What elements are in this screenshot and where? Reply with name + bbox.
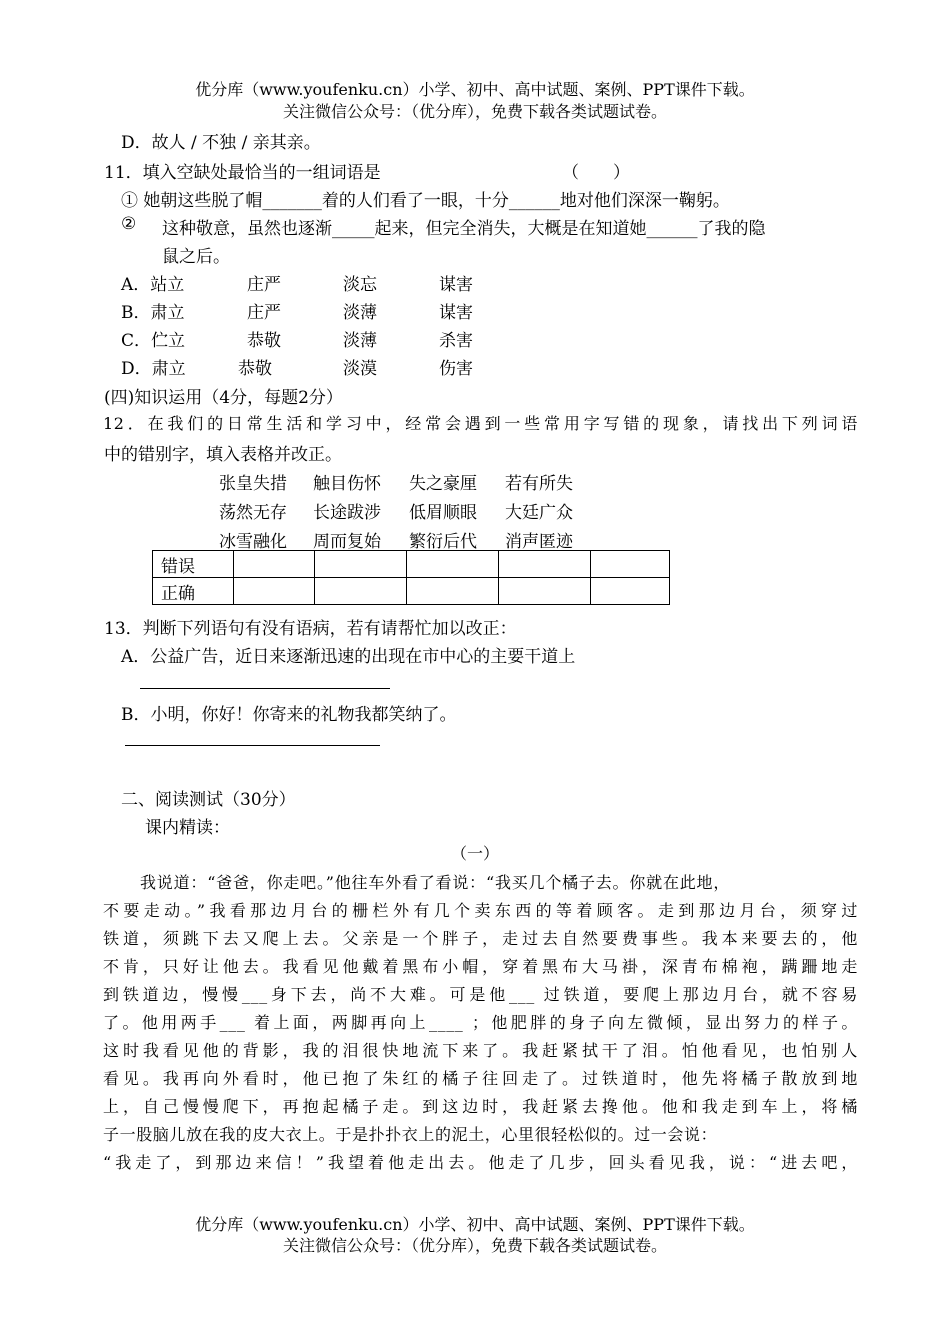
option-word: 恭敬 (247, 331, 281, 351)
passage-line: 这时我看见他的背影，我的泪很快地流下来了。我赶紧拭干了泪。怕他看见，也怕别人 (103, 1041, 858, 1060)
word-item: 若有所失 (505, 474, 573, 494)
q10-option-d: D．故人 / 不独 / 亲其亲。 (121, 133, 321, 153)
q11-sentence-2: 这种敬意，虽然也逐渐_____起来，但完全消失，大概是在知道她______了我的隐 (162, 219, 766, 239)
option-word: 谋害 (439, 303, 473, 323)
passage-line: 我说道：“爸爸，你走吧。”他往车外看了看说：“我买几个橘子去。你就在此地， (140, 873, 731, 892)
word-item: 荡然无存 (219, 503, 287, 523)
page-header-line-1: 优分库（www.youfenku.cn）小学、初中、高中试题、案例、PPT课件下载。 (195, 80, 755, 99)
answer-cell[interactable] (499, 578, 591, 605)
section-4-heading: (四)知识运用（4分，每题2分） (104, 388, 343, 408)
q13-answer-line-b[interactable] (125, 745, 380, 746)
page-footer-line-2: 关注微信公众号：（优分库），免费下载各类试题试卷。 (282, 1236, 667, 1255)
option-word: 谋害 (439, 275, 473, 295)
q11-sentence-2-cont: 鼠之后。 (162, 247, 230, 267)
word-item: 失之豪厘 (409, 474, 477, 494)
part-2-subtitle: 课内精读： (145, 818, 230, 838)
q11-answer-paren: （ ） (562, 163, 630, 183)
page-footer-line-1: 优分库（www.youfenku.cn）小学、初中、高中试题、案例、PPT课件下载。 (195, 1215, 755, 1234)
q13-item-a: A．公益广告，近日来逐渐迅速的出现在市中心的主要干道上 (121, 647, 576, 667)
word-item: 周而复始 (313, 532, 381, 552)
passage-line: “我走了，到那边来信！”我望着他走出去。他走了几步，回头看见我，说：“进去吧， (103, 1153, 858, 1172)
passage-line: 到铁道边，慢慢___身下去，尚不大难。可是他___ 过铁道，要爬上那边月台，就不容易 (103, 985, 858, 1004)
q12-stem-line-1: 12．在我们的日常生活和学习中，经常会遇到一些常用字写错的现象，请找出下列词语 (103, 414, 858, 433)
option-word: 淡薄 (343, 331, 377, 351)
word-item: 触目伤怀 (313, 474, 381, 494)
q13-stem: 13．判断下列语句有没有语病，若有请帮忙加以改正： (104, 619, 517, 639)
q12-answer-table (152, 550, 670, 605)
option-word: 淡薄 (343, 303, 377, 323)
option-label: C．伫立 (121, 331, 186, 351)
q11-stem: 11．填入空缺处最恰当的一组词语是 (104, 163, 381, 183)
word-item: 长途跋涉 (313, 503, 381, 523)
answer-cell[interactable] (407, 578, 499, 605)
answer-cell[interactable] (591, 551, 670, 578)
passage-line: 子一股脑儿放在我的皮大衣上。于是扑扑衣上的泥土，心里很轻松似的。过一会说： (103, 1125, 718, 1144)
word-item: 冰雪融化 (219, 532, 287, 552)
answer-cell[interactable] (591, 578, 670, 605)
passage-line: 不要走动。”我看那边月台的栅栏外有几个卖东西的等着顾客。走到那边月台，须穿过 (103, 901, 858, 920)
option-word: 伤害 (439, 359, 473, 379)
passage-line: 铁道，须跳下去又爬上去。父亲是一个胖子，走过去自然要费事些。我本来要去的，他 (103, 929, 858, 948)
option-word: 杀害 (439, 331, 473, 351)
q13-answer-line-a[interactable] (140, 688, 390, 689)
word-item: 繁衍后代 (409, 532, 477, 552)
table-row-right (153, 578, 670, 605)
q11-sentence-2-number: ② (121, 214, 137, 234)
passage-line: 上，自己慢慢爬下，再抱起橘子走。到这边时，我赶紧去搀他。他和我走到车上，将橘 (103, 1097, 858, 1116)
word-item: 低眉顺眼 (409, 503, 477, 523)
option-label: D．肃立 (121, 359, 186, 379)
word-item: 消声匿迹 (505, 532, 573, 552)
option-word: 恭敬 (238, 359, 272, 379)
q11-sentence-1: ① 她朝这些脱了帽_______着的人们看了一眼，十分______地对他们深深一鞠躬。 (121, 191, 730, 211)
table-label-wrong: 错误 (153, 551, 234, 578)
answer-cell[interactable] (499, 551, 591, 578)
word-item: 张皇失措 (219, 474, 287, 494)
option-word: 淡忘 (343, 275, 377, 295)
option-label: A．站立 (121, 275, 185, 295)
q13-item-b: B．小明，你好！你寄来的礼物我都笑纳了。 (121, 705, 457, 725)
answer-cell[interactable] (315, 578, 407, 605)
option-label: B．肃立 (121, 303, 185, 323)
word-item: 大廷广众 (505, 503, 573, 523)
table-row-wrong (153, 551, 670, 578)
answer-cell[interactable] (315, 551, 407, 578)
page-header-line-2: 关注微信公众号：（优分库），免费下载各类试题试卷。 (282, 102, 667, 121)
part-2-title: 二、阅读测试（30分） (121, 790, 296, 810)
table-label-right: 正确 (153, 578, 234, 605)
passage-number: （一） (450, 844, 499, 863)
q12-stem-line-2: 中的错别字，填入表格并改正。 (104, 445, 342, 465)
option-word: 淡漠 (343, 359, 377, 379)
option-word: 庄严 (247, 303, 281, 323)
option-word: 庄严 (247, 275, 281, 295)
answer-cell[interactable] (234, 578, 315, 605)
answer-cell[interactable] (407, 551, 499, 578)
passage-line: 不肯，只好让他去。我看见他戴着黑布小帽，穿着黑布大马褂，深青布棉袍，蹒跚地走 (103, 957, 858, 976)
passage-line: 看见。我再向外看时，他已抱了朱红的橘子往回走了。过铁道时，他先将橘子散放到地 (103, 1069, 858, 1088)
answer-cell[interactable] (234, 551, 315, 578)
passage-line: 了。他用两手___ 着上面，两脚再向上____ ；他肥胖的身子向左微倾，显出努力的样子。 (103, 1013, 858, 1032)
